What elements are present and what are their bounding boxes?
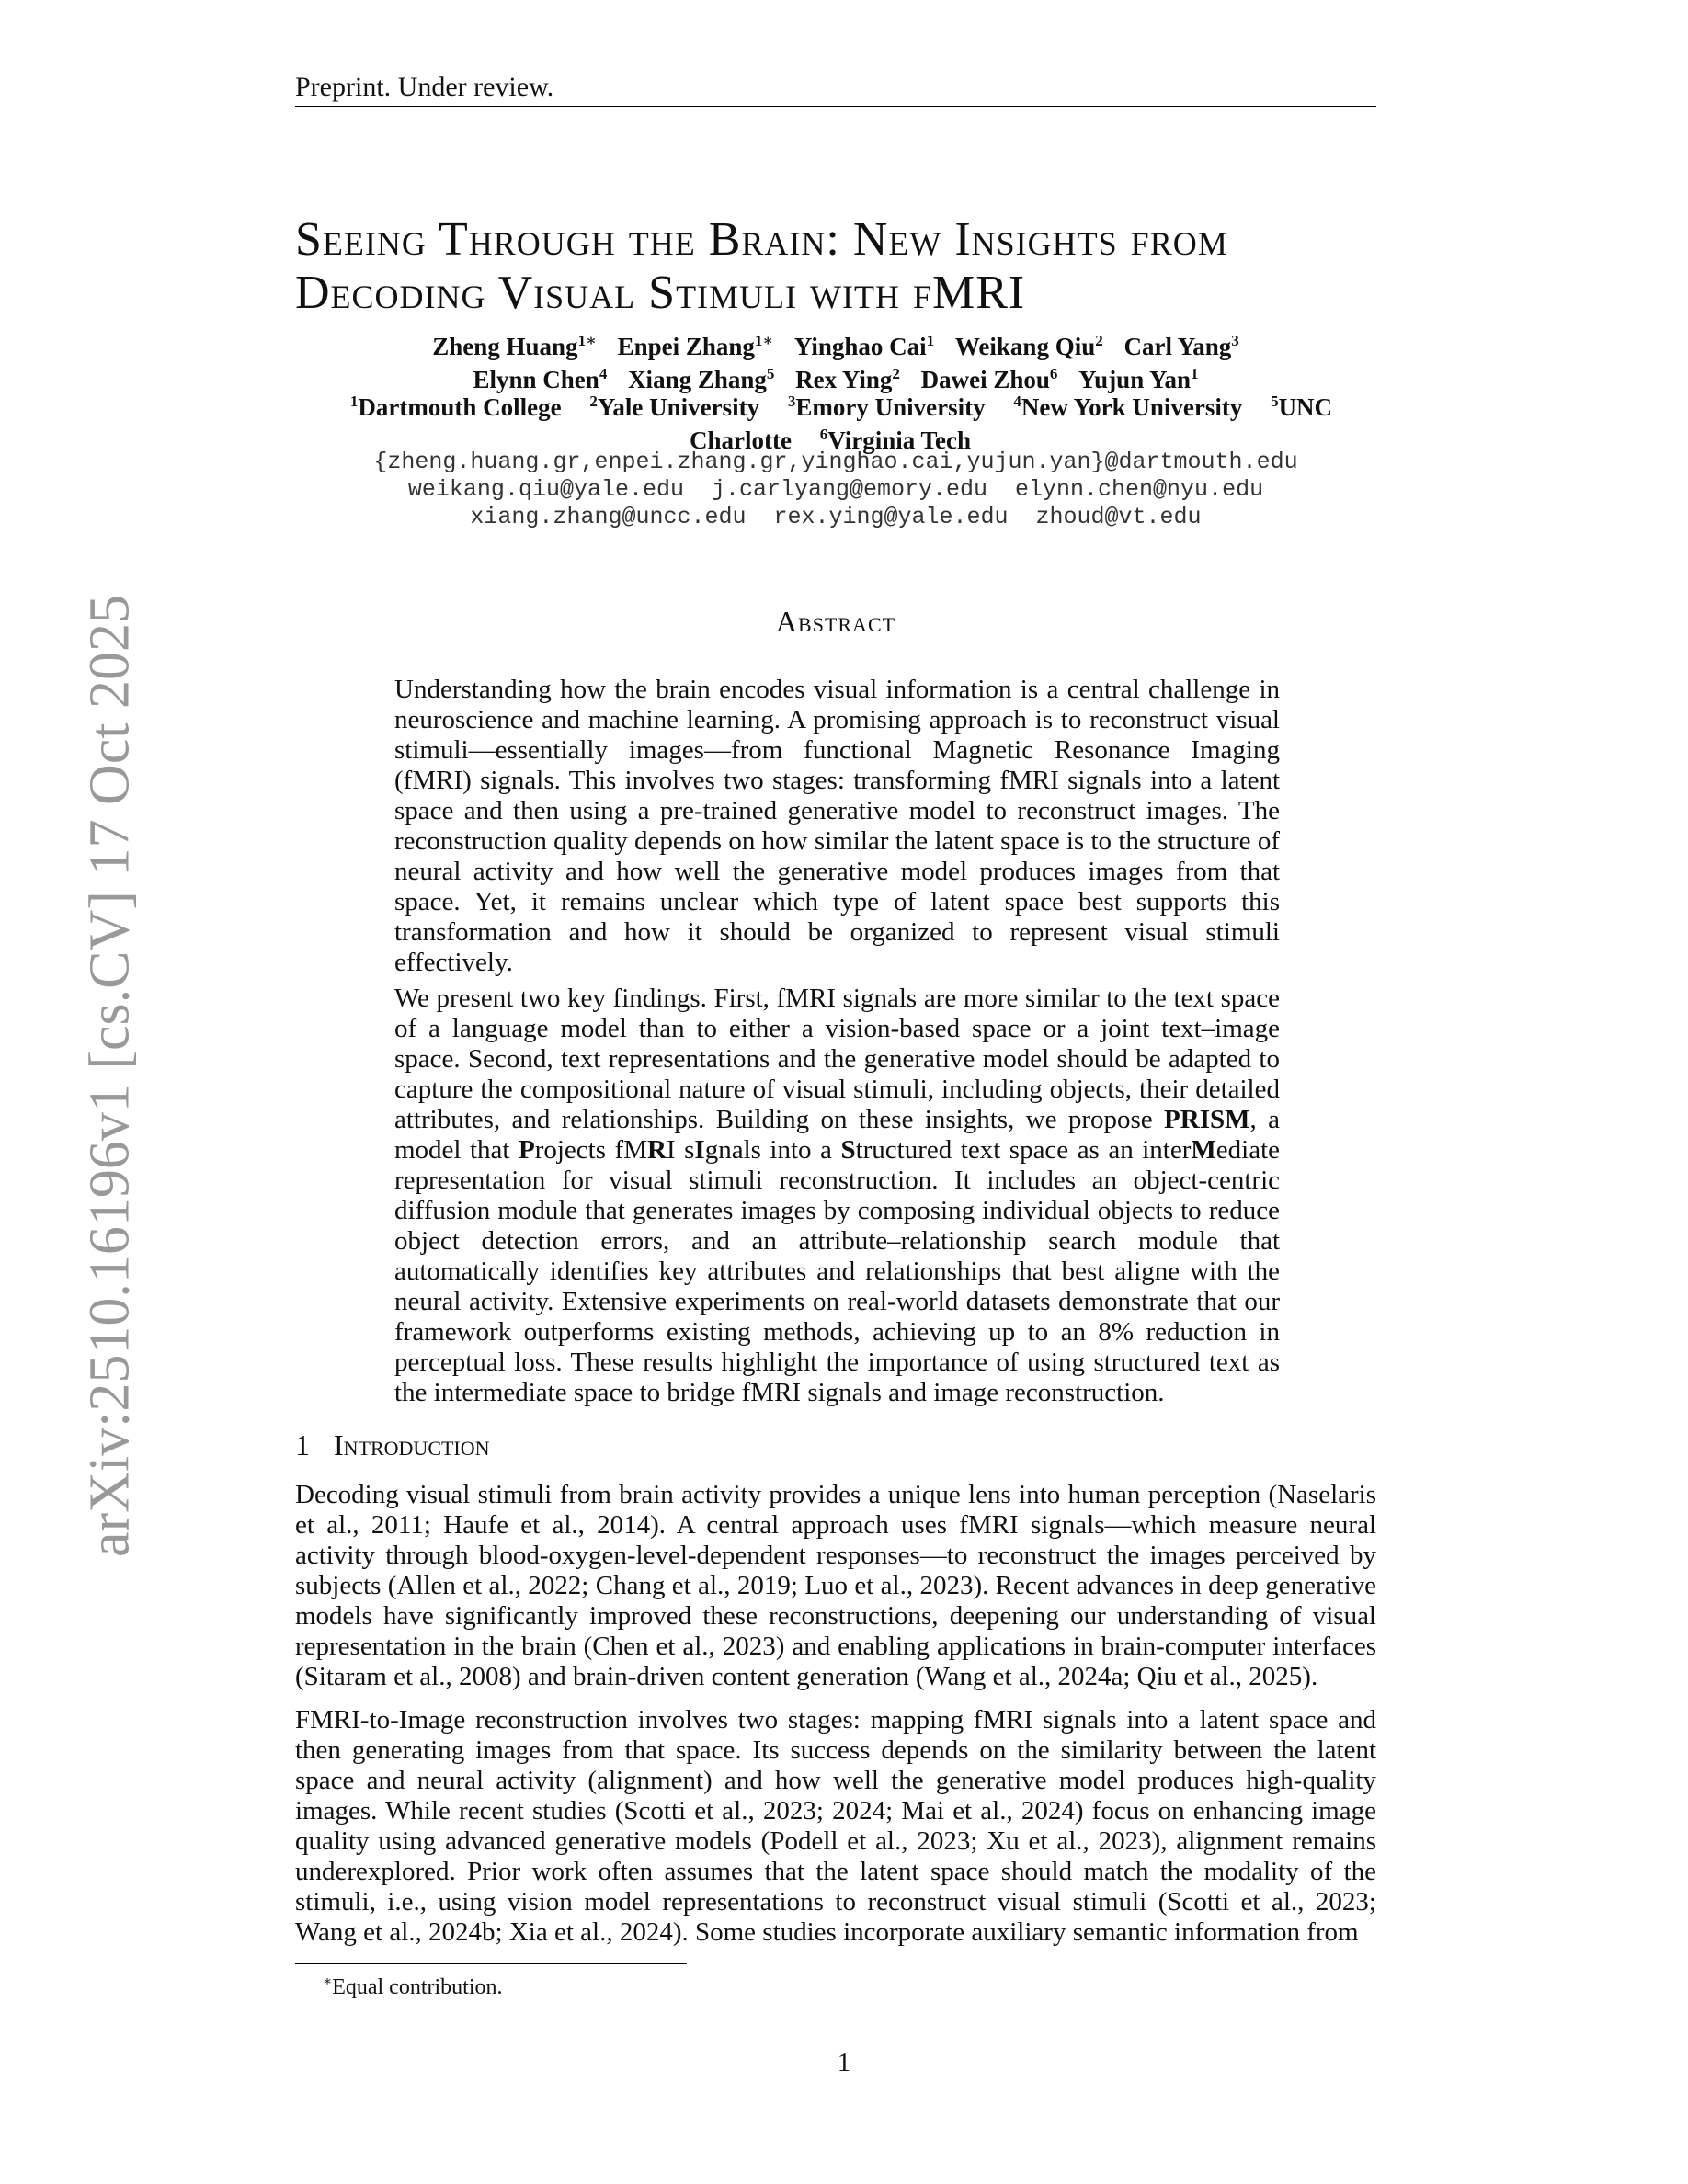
author: Zheng Huang$^{1∗}$ [432, 332, 597, 360]
prism-name: PRISM [1164, 1105, 1250, 1134]
affiliation: $^5$UNC Charlotte [690, 392, 1333, 454]
header-rule [295, 106, 1376, 107]
author-list [295, 327, 1376, 393]
affiliation: $^6$Virginia Tech [819, 426, 971, 454]
body-paragraph: FMRI-to-Image reconstruction involves two stages: mapping fMRI signals into a latent space and then generating images from that space. Its success depends on the similarity between the latent space and neural activity (alignment) and how well the generative model produces high-quality images. While recent studies (Scotti et al., 2023; 2024; Mai et al., 2024) focus on enhancing image quality using advanced generative models (Podell et al., 2023; Xu et al., 2023), alignment remains underexplored. Prior work often assumes that the latent space should match the modality of the stimuli, i.e., using vision model representations to reconstruct visual stimuli (Scotti et al., 2023; Wang et al., 2024b; Xia et al., 2024). Some studies incorporate auxiliary semantic information from [295, 1705, 1376, 1947]
author: Rex Ying$^2$ [795, 365, 900, 393]
body-paragraph: Decoding visual stimuli from brain activity provides a unique lens into human perception (Naselaris et al., 2011; Haufe et al., 2014). A central approach uses fMRI signals—which measure neural activity through blood-oxygen-level-dependent responses—to reconstruct the images perceived by subjects (Allen et al., 2022; Chang et al., 2019; Luo et al., 2023). Recent advances in deep generative models have significantly improved these reconstructions, deepening our understanding of visual representation in the brain (Chen et al., 2023) and enabling applications in brain-computer interfaces (Sitaram et al., 2008) and brain-driven content generation (Wang et al., 2024a; Qiu et al., 2025). [295, 1480, 1376, 1691]
author: Weikang Qiu$^2$ [954, 332, 1103, 360]
footnote: ∗Equal contribution. [323, 1974, 503, 1999]
affiliation: $^3$Emory University [787, 392, 986, 421]
author: Carl Yang$^3$ [1123, 332, 1239, 360]
section-heading-introduction: 1 Introduction [295, 1428, 490, 1462]
author: Dawei Zhou$^6$ [920, 365, 1058, 393]
author: Enpei Zhang$^{1∗}$ [617, 332, 774, 360]
email-line: weikang.qiu@yale.edu j.carlyang@emory.edu elynn.chen@nyu.edu [407, 476, 1264, 503]
title-line-1: Seeing Through the Brain: New Insights from [295, 213, 1228, 266]
affiliation: $^1$Dartmouth College [349, 392, 562, 421]
abstract-paragraph: Understanding how the brain encodes visual information is a central challenge in neuroscience and machine learning. A promising approach is to reconstruct visual stimuli—essentially images—from functional Magnetic Resonance Imaging (fMRI) signals. This involves two stages: transforming fMRI signals into a latent space and then using a pre-trained generative model to reconstruct images. The reconstruction quality depends on how similar the latent space is to the structure of neural activity and how well the generative model produces images from that space. Yet, it remains unclear which type of latent space best supports this transformation and how it should be organized to represent visual stimuli effectively. [394, 675, 1280, 977]
affiliation: $^2$Yale University [589, 392, 760, 421]
introduction-body [295, 1480, 1376, 1961]
title-line-2: Decoding Visual Stimuli with fMRI [295, 267, 1026, 319]
author: Yujun Yan$^1$ [1078, 365, 1199, 393]
affiliation: $^4$New York University [1013, 392, 1243, 421]
footnote-rule [295, 1963, 687, 1964]
author-emails [295, 449, 1376, 531]
abstract [394, 675, 1280, 1414]
paper-title [295, 213, 1376, 320]
page-number: 1 [837, 2048, 851, 2077]
abstract-paragraph: We present two key findings. First, fMRI signals are more similar to the text space of a language model than to either a vision-based space or a joint text–image space. Second, text representations and the generative model should be adapted to capture the compositional nature of visual stimuli, including objects, their detailed attributes, and relationships. Building on these insights, we propose PRISM, a model that Projects fMRI sIgnals into a Structured text space as an interMediate representation for visual stimuli reconstruction. It includes an object-centric diffusion module that generates images by composing individual objects to reduce object detection errors, and an attribute–relationship search module that automatically identifies key attributes and relationships that best aligne with the neural activity. Extensive experiments on real-world datasets demonstrate that our framework outperforms existing methods, achieving up to an 8% reduction in perceptual loss. These results highlight the importance of using structured text as the intermediate space to bridge fMRI signals and image reconstruction. [394, 984, 1280, 1407]
email-line: {zheng.huang.gr,enpei.zhang.gr,yinghao.cai,yujun.yan}@dartmouth.edu [373, 449, 1298, 475]
email-line: xiang.zhang@uncc.edu rex.ying@yale.edu zhoud@vt.edu [470, 504, 1202, 530]
author: Yinghao Cai$^1$ [793, 332, 935, 360]
abstract-heading: Abstract [775, 605, 896, 638]
author: Xiang Zhang$^5$ [628, 365, 775, 393]
arxiv-identifier: arXiv:2510.16196v1 [cs.CV] 17 Oct 2025 [78, 595, 142, 1557]
affiliations [295, 388, 1376, 454]
running-header: Preprint. Under review. [295, 72, 554, 102]
author: Elynn Chen$^4$ [473, 365, 608, 393]
